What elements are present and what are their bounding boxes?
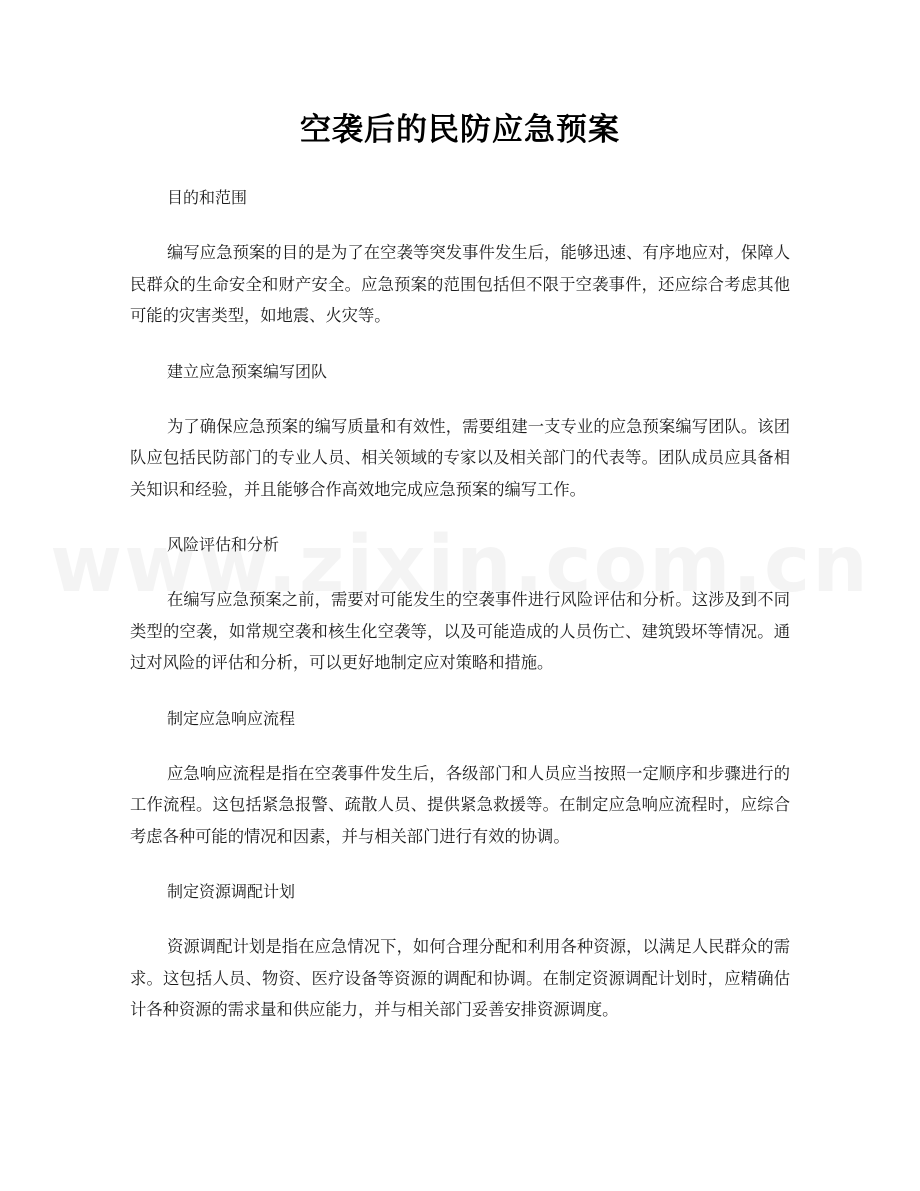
section-heading-resources: 制定资源调配计划 — [167, 882, 296, 901]
section-paragraph-purpose: 编写应急预案的目的是为了在空袭等突发事件发生后，能够迅速、有序地应对，保障人民群众的生命安全和财产安全。应急预案的范围包括但不限于空袭事件，还应综合考虑其他可能的灾害类型，如地震、火灾等。 — [130, 243, 790, 325]
document-body — [130, 182, 790, 1026]
section-paragraph-resources: 资源调配计划是指在应急情况下，如何合理分配和利用各种资源，以满足人民群众的需求。这包括人员、物资、医疗设备等资源的调配和协调。在制定资源调配计划时，应精确估计各种资源的需求量和供应能力，并与相关部门妥善安排资源调度。 — [130, 937, 790, 1019]
document-title: 空袭后的民防应急预案 — [300, 112, 620, 148]
section-paragraph-risk: 在编写应急预案之前，需要对可能发生的空袭事件进行风险评估和分析。这涉及到不同类型的空袭，如常规空袭和核生化空袭等，以及可能造成的人员伤亡、建筑毁坏等情况。通过对风险的评估和分析，可以更好地制定应对策略和措施。 — [130, 590, 790, 672]
section-paragraph-team: 为了确保应急预案的编写质量和有效性，需要组建一支专业的应急预案编写团队。该团队应包括民防部门的专业人员、相关领域的专家以及相关部门的代表等。团队成员应具备相关知识和经验，并且能够合作高效地完成应急预案的编写工作。 — [130, 416, 790, 499]
section-heading-risk: 风险评估和分析 — [167, 535, 280, 554]
section-heading-team: 建立应急预案编写团队 — [167, 361, 328, 381]
section-paragraph-response: 应急响应流程是指在空袭事件发生后，各级部门和人员应当按照一定顺序和步骤进行的工作流程。这包括紧急报警、疏散人员、提供紧急救援等。在制定应急响应流程时，应综合考虑各种可能的情况和因素，并与相关部门进行有效的协调。 — [130, 763, 790, 846]
section-heading-purpose: 目的和范围 — [167, 188, 248, 207]
section-heading-response: 制定应急响应流程 — [167, 708, 296, 728]
